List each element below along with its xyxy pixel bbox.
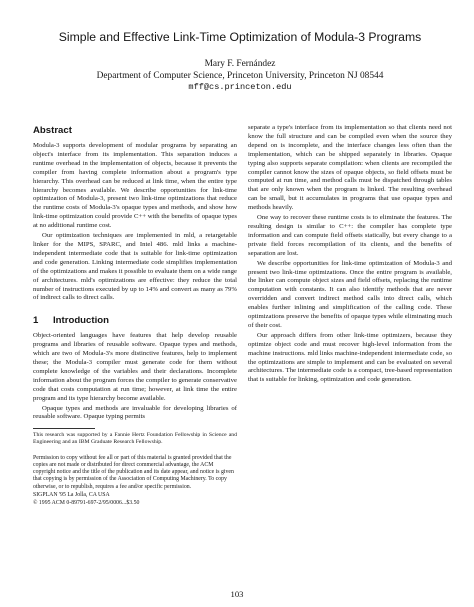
conference-line: SIGPLAN '95 La Jolla, CA USA: [33, 491, 110, 498]
footnote-text: This research was supported by a Fannie Hertz Foundation Fellowship in Science and Engineering and an IBM Graduate Research Fellowship.: [33, 432, 237, 446]
section-title: Introduction: [53, 315, 109, 327]
body-paragraph: Our approach differs from other link-time optimizers, because they optimize object code and must recover high-level information from the machine instructions. mld links machine-independent intermediate code, so the optimizations are simple to implement and can be evaluated on several architectures. The intermediate code is a compact, tree-based representation that is suitable for linking, optimization and code generation.: [248, 331, 452, 384]
author-name: Mary F. Fernández: [204, 59, 276, 69]
section-heading-introduction: [33, 315, 237, 327]
body-paragraph: We describe opportunities for link-time optimization of Modula-3 and present two link-time optimizations. Once the entire program is available, the linker can compute object sizes and field offsets, replacing the runtime computation with constants. It can also identify methods that are never overridden and convert indirect method calls into direct calls, which enables further inlining and simplification of the calling code. These optimizations preserve the benefits of opaque types while eliminating much of their cost.: [248, 259, 452, 329]
footnote-divider: [33, 428, 95, 429]
author-affiliation: Department of Computer Science, Princeton University, Princeton NJ 08544: [96, 70, 384, 81]
body-paragraph: separate a type's interface from its implementation so that clients need not know the full structure and can be compiled even when the source they depend on is incomplete, and the interface changes less often than the implementation, which can be shipped separately in libraries. Opaque typing also supports separate compilation: when clients are recompiled the compiler cannot know the sizes of opaque objects, so field offsets must be computed at run time, and method calls must be dispatched through tables that are only known when the program is linked. The resulting overhead can be small, but it accumulates in programs that use opaque types and methods heavily.: [248, 124, 452, 212]
intro-paragraph: Object-oriented languages have features that help develop reusable programs and libraries of reusable software. Opaque types and methods, which are two of Modula-3's more distinctive features, help to implement these; the Modula-3 compiler must generate code for them without complete knowledge of the variables and their declarations. Incomplete information about the program forces the compiler to generate conservative code that costs computation at run time; however, at link time the entire program and its type hierarchy become available.: [33, 332, 237, 402]
page-number: 103: [230, 589, 244, 599]
intro-paragraph: Opaque types and methods are invaluable for developing libraries of reusable software. Opaque typing permits: [33, 404, 237, 421]
section-number: 1: [33, 315, 39, 327]
left-column: [33, 125, 237, 508]
body-paragraph: One way to recover these runtime costs is to eliminate the features. The resulting design is similar to C++: the compiler has complete type information and can compute field offsets statically, but every change to a private field forces recompilation of its clients, and the benefits of separation are lost.: [248, 214, 452, 257]
paper-title: Simple and Effective Link-Time Optimization of Modula-3 Programs: [58, 30, 422, 44]
author-block: [40, 59, 440, 94]
abstract-heading: Abstract: [33, 125, 72, 136]
abstract-paragraph: Modula-3 supports development of modular programs by separating an object's interface from its implementation. This separation induces a runtime overhead in the implementation of objects, because it prevents the compiler from having complete information about a program's type hierarchy. This overhead can be reduced at link time, when the entire type hierarchy becomes available. We describe opportunities for link-time optimization of Modula-3, present two link-time optimizations that reduce the runtime costs of Modula-3's opaque types and methods, and show how link-time optimization could provide C++ with the benefits of opaque types at no additional runtime cost.: [33, 142, 237, 230]
permission-block: [33, 455, 237, 508]
right-column: [248, 124, 452, 386]
copyright-line: © 1995 ACM 0-89791-697-2/95/0006...$3.50: [33, 500, 140, 507]
abstract-paragraph: Our optimization techniques are implemented in mld, a retargetable linker for the MIPS, SPARC, and Intel 486. mld links a machine-independent intermediate code that is suitable for link-time optimization and code generation. Linking intermediate code simplifies implementation of the optimizations and makes it possible to evaluate them on a wide range of architectures. mld's optimizations are effective: they reduce the total number of instructions executed by up to 14% and convert as many as 79% of indirect calls to direct calls.: [33, 232, 237, 302]
permission-text: Permission to copy without fee all or part of this material is granted provided that the copies are not made or distributed for direct commercial advantage, the ACM copyright notice and the title of the publication and its date appear, and notice is given that copying is by permission of the Association of Computing Machinery. To copy otherwise, or to republish, requires a fee and/or specific permission.: [33, 454, 234, 490]
author-email: mff@cs.princeton.edu: [188, 82, 292, 92]
